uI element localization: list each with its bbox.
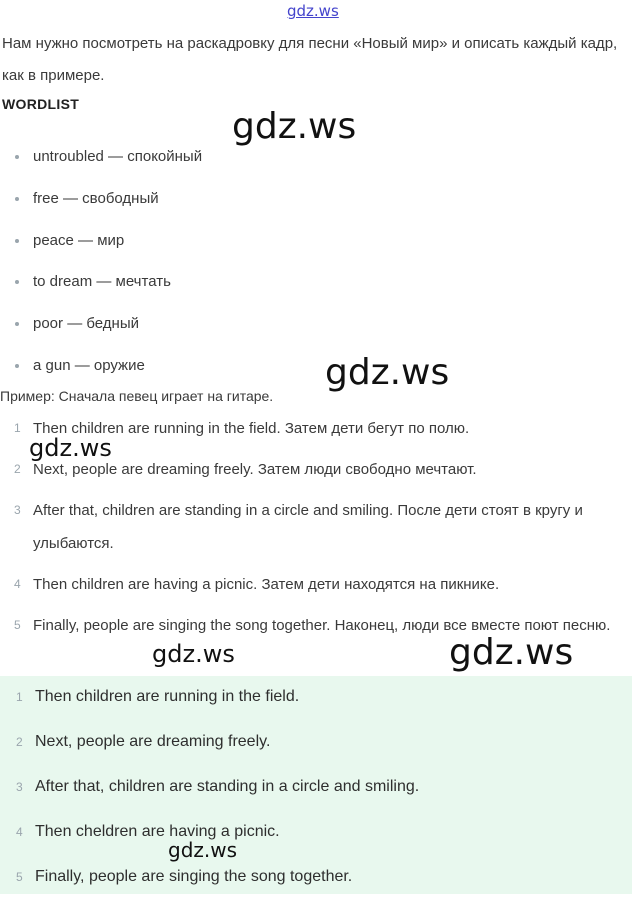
watermark: gdz.ws bbox=[232, 106, 357, 147]
wordlist-item: to dream — мечтать bbox=[0, 263, 202, 305]
answer-number: 1 bbox=[16, 690, 23, 704]
step-text: After that, children are standing in a circle and smiling. После дети стоят в кругу и улыбаются. bbox=[33, 502, 583, 552]
intro-text: Нам нужно посмотреть на раскадровку для песни «Новый мир» и описать каждый кадр, как в примере. bbox=[2, 35, 618, 84]
wordlist-item: poor — бедный bbox=[0, 305, 202, 347]
watermark: gdz.ws bbox=[325, 352, 450, 393]
answer-text: Then children are running in the field. bbox=[35, 688, 300, 705]
bullet-icon bbox=[15, 322, 19, 326]
bullet-icon bbox=[15, 280, 19, 284]
answer-item bbox=[0, 856, 632, 901]
step-number: 3 bbox=[14, 503, 21, 517]
bullet-icon bbox=[15, 364, 19, 368]
answers-list bbox=[0, 676, 632, 901]
answer-number: 4 bbox=[16, 825, 23, 839]
answer-item bbox=[0, 811, 632, 856]
bullet-icon bbox=[15, 239, 19, 243]
step-item bbox=[0, 568, 620, 601]
answer-text: Next, people are dreaming freely. bbox=[35, 733, 271, 750]
step-number: 1 bbox=[14, 421, 21, 435]
answer-text: After that, children are standing in a circle and smiling. bbox=[35, 778, 420, 795]
example-text: Пример: Сначала певец играет на гитаре. bbox=[0, 388, 274, 404]
step-text: Then children are running in the field. Затем дети бегут по полю. bbox=[33, 420, 470, 437]
wordlist bbox=[0, 138, 202, 389]
watermark: gdz.ws bbox=[152, 640, 235, 668]
step-number: 2 bbox=[14, 462, 21, 476]
step-item bbox=[0, 494, 620, 560]
bullet-icon bbox=[15, 155, 19, 159]
wordlist-item: free — свободный bbox=[0, 180, 202, 222]
watermark: gdz.ws bbox=[168, 838, 238, 862]
answer-number: 5 bbox=[16, 870, 23, 884]
step-number: 5 bbox=[14, 618, 21, 632]
step-number: 4 bbox=[14, 577, 21, 591]
watermark-link[interactable]: gdz.ws bbox=[287, 2, 339, 20]
answer-text: Finally, people are singing the song together. bbox=[35, 868, 353, 885]
answer-number: 3 bbox=[16, 780, 23, 794]
answer-number: 2 bbox=[16, 735, 23, 749]
step-text: Then children are having a picnic. Затем дети находятся на пикнике. bbox=[33, 576, 500, 593]
answer-text: Then cheldren are having a picnic. bbox=[35, 823, 280, 840]
wordlist-heading: WORDLIST bbox=[2, 96, 80, 112]
answer-item bbox=[0, 676, 632, 721]
step-text: Next, people are dreaming freely. Затем люди свободно мечтают. bbox=[33, 461, 477, 478]
step-text: Finally, people are singing the song together. Наконец, люди все вместе поют песню. bbox=[33, 617, 611, 634]
wordlist-item: untroubled — спокойный bbox=[0, 138, 202, 180]
wordlist-item: a gun — оружие bbox=[0, 347, 202, 389]
wordlist-item: peace — мир bbox=[0, 222, 202, 264]
answer-item bbox=[0, 721, 632, 766]
answer-item bbox=[0, 766, 632, 811]
watermark: gdz.ws bbox=[29, 434, 112, 462]
answers-panel bbox=[0, 676, 632, 894]
watermark: gdz.ws bbox=[449, 632, 574, 673]
bullet-icon bbox=[15, 197, 19, 201]
